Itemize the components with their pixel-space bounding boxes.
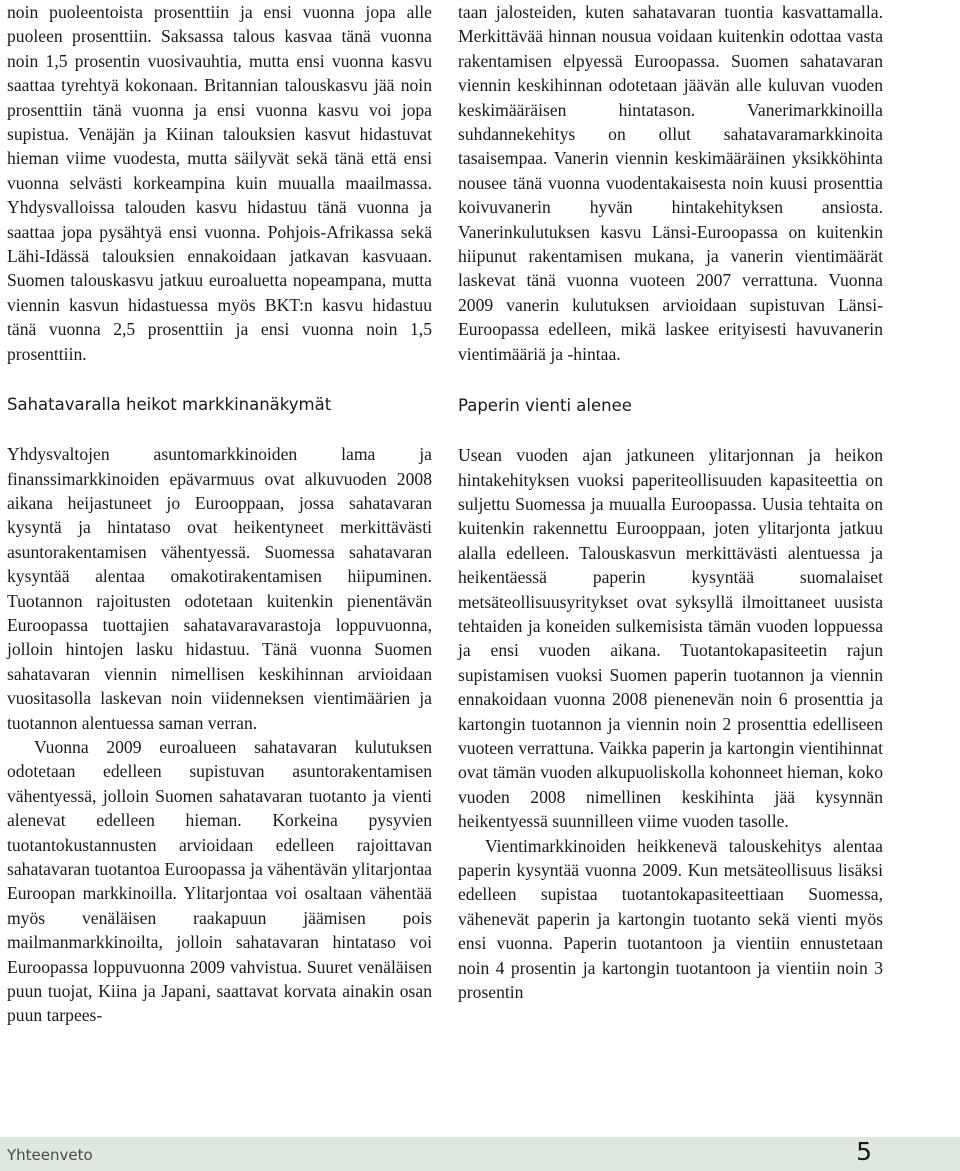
body-paragraph: Vuonna 2009 euroalueen sahatavaran kulutuksen odotetaan edelleen supistuvan asuntorakentamisen vähentyessä, jolloin Suomen sahatavaran tuotanto ja vienti alenevat edelleen hieman. Korkeina pysyvien tuotantokustannusten arvioidaan edelleen rajoittavan sahatavaran tuotantoa Euroopassa ja vähentävän ylitarjontaa Euroopan markkinoilla. Ylitarjontaa voi osaltaan vähentää myös venäläisen raakapuun jäämisen pois mailmanmarkkinoilta, jolloin sahatavaran hintataso voi Euroopassa loppuvuonna 2009 vahvistua. Suuret venäläisen puun tuojat, Kiina ja Japani, saattavat korvata ainakin osan puun tarpees-	[7, 736, 432, 1026]
left-column	[7, 0, 432, 1028]
section-heading: Paperin vienti alenee	[458, 396, 632, 416]
page-number: 5	[856, 1137, 872, 1166]
body-paragraph: noin puoleentoista prosenttiin ja ensi vuonna jopa alle puoleen prosenttiin. Saksassa talous kasvaa tänä vuonna noin 1,5 prosentin vuosivauhtia, mutta ensi vuonna kasvu saattaa tyrehtyä kokonaan. Britannian talouskasvu jää noin prosenttiin tänä vuonna ja ensi vuonna kasvu voi jopa supistua. Venäjän ja Kiinan talouksien kasvut hidastuvat hieman viime vuodesta, mutta säilyvät sekä tänä että ensi vuonna selvästi korkeampina kuin muualla maailmassa. Yhdysvalloissa talouden kasvu hidastuu tänä vuonna ja saattaa jopa pysähtyä ensi vuonna. Pohjois-Afrikassa sekä Lähi-Idässä talouksien ennakoidaan jatkavan kasvuaan. Suomen talouskasvu jatkuu euroaluetta nopeampana, mutta viennin kasvun hidastuessa myös BKT:n kasvu hidastuu tänä vuonna 2,5 prosenttiin ja ensi vuonna noin 1,5 prosenttiin.	[7, 2, 432, 364]
body-paragraph: Vientimarkkinoiden heikkenevä talouskehitys alentaa paperin kysyntää vuonna 2009. Kun metsäteollisuus lisäksi edelleen supistaa tuotantokapasiteettiaan Suomessa, vähenevät paperin ja kartongin tuotanto sekä vienti myös ensi vuonna. Paperin tuotantoon ja vientiin ennustetaan noin 4 prosentin ja kartongin tuotantoon ja vientiin noin 3 prosentin	[458, 835, 883, 1003]
body-paragraph: taan jalosteiden, kuten sahatavaran tuontia kasvattamalla. Merkittävää hinnan nousua voidaan kuitenkin odottaa vasta rakentamisen elpyessä Euroopassa. Suomen sahatavaran viennin keskihinnan odotetaan jäävän alle kuluvan vuoden keskimääräisen hintatason. Vanerimarkkinoilla suhdannekehitys on ollut sahatavaramarkkinoita tasaisempaa. Vanerin viennin keskimääräinen yksikköhinta nousee tänä vuonna vuodentakaisesta noin kuusi prosenttia koivuvanerin hyvän hintakehityksen ansiosta. Vanerinkulutuksen kasvu Länsi-Euroopassa on kuitenkin hiipunut rakentamisen mukana, ja vanerin vientimäärät laskevat tänä vuonna vuoteen 2007 verrattuna. Vuonna 2009 vanerin kulutuksen arvioidaan supistuvan Länsi-Euroopassa edelleen, mikä laskee erityisesti havuvanerin vientimääriä ja -hintaa.	[458, 2, 883, 364]
right-column	[458, 0, 883, 1004]
body-paragraph: Usean vuoden ajan jatkuneen ylitarjonnan ja heikon hintakehityksen vuoksi paperiteollisuuden kapasiteettia on suljettu Suomessa ja muualla Euroopassa. Uusia tehtaita on kuitenkin rakennettu Eurooppaan, joten ylitarjonta jatkuu alalla edelleen. Talouskasvun merkittävästi alentuessa ja heikentäessä paperin kysyntää suomalaiset metsäteollisuusyritykset ovat syksyllä ilmoittaneet uusista tehtaiden ja koneiden sulkemisista tämän vuoden loppuessa ja ensi vuoden aikana. Tuotantokapasiteetin rajun supistamisen vuoksi Suomen paperin tuotannon ja viennin ennakoidaan vuonna 2008 pienenevän noin 6 prosenttia ja kartongin tuotannon ja viennin noin 2 prosenttia edelliseen vuoteen verrattuna. Vaikka paperin ja kartongin vientihinnat ovat tämän vuoden alkupuoliskolla kohonneet hieman, koko vuoden 2008 nimellinen keskihinta jää kysynnän heikentyessä suunnilleen viime vuoden tasolle.	[458, 445, 883, 832]
body-paragraph: Yhdysvaltojen asuntomarkkinoiden lama ja finanssimarkkinoiden epävarmuus ovat alkuvuoden 2008 aikana heijastuneet jo Eurooppaan, jossa sahatavaran kysyntä ja hintataso ovat heikentyneet merkittävästi asuntorakentamisen vähentyessä. Suomessa sahatavaran kysyntää alentaa omakotirakentamisen hiipuminen. Tuotannon rajoitusten odotetaan kuitenkin pienentävän Euroopassa tuottajien sahatavaravarastoja loppuvuonna, jolloin hintojen lasku hidastuu. Tänä vuonna Suomen sahatavaran viennin nimellisen keskihinnan arvioidaan vuositasolla laskevan noin viidenneksen vientimäärien ja tuotannon alentuessa saman verran.	[7, 444, 432, 733]
section-heading: Sahatavaralla heikot markkinanäkymät	[7, 395, 332, 415]
footer-section-title: Yhteenveto	[7, 1146, 93, 1164]
page-footer	[0, 1137, 960, 1171]
